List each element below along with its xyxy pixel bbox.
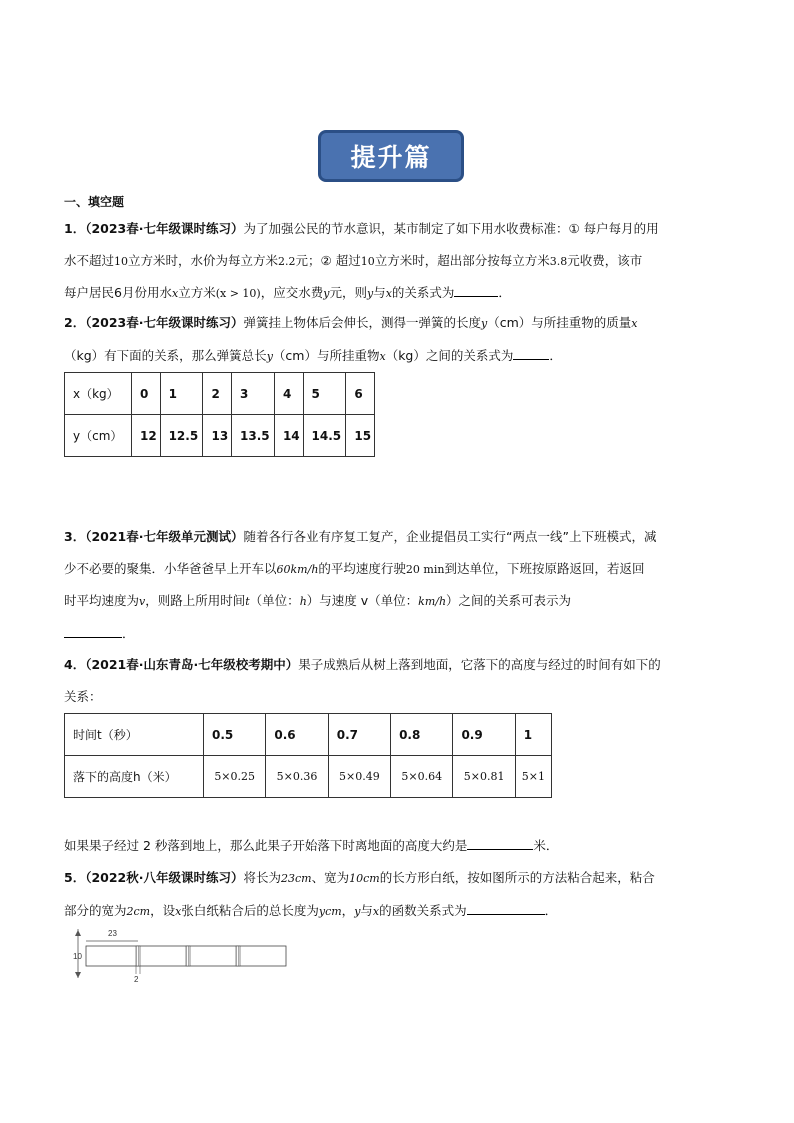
q4-text: 关系：: [64, 688, 102, 704]
q5-length: 23cm: [281, 872, 312, 885]
table-cell: 14.5: [303, 415, 346, 457]
spring-table: [64, 372, 375, 457]
q3-text: 时平均速度为: [64, 593, 140, 608]
q1-text: 元收费，该市: [567, 252, 643, 268]
q5-text: 部分的宽为: [64, 902, 127, 918]
q1-end: ．: [498, 285, 511, 300]
table-cell: 5×0.36: [266, 756, 328, 798]
q5-variable: ycm: [318, 904, 342, 918]
q3-source: （2021春·七年级单元测试）: [85, 529, 244, 544]
q3-text: ）与速度 v（单位：: [306, 593, 419, 608]
table-cell: 5×0.81: [453, 756, 515, 798]
q5-text: ，设: [150, 902, 176, 918]
q1-condition: (x > 10): [215, 287, 261, 300]
q3-variable: v: [139, 595, 146, 608]
q2-variable: x: [631, 317, 638, 330]
q5-source: （2022秋·八年级课时练习）: [85, 870, 244, 885]
q1-number-value: 2.2: [278, 254, 296, 268]
q4-number: 4．: [64, 657, 86, 672]
q3-unit: km/h: [418, 595, 447, 608]
q5-text: ，: [341, 902, 355, 918]
question-4-follow: [64, 830, 724, 862]
q1-text: 立方米: [178, 285, 216, 300]
q4-source: （2021春·山东青岛·七年级校考期中）: [85, 657, 299, 672]
q1-text: 元；② 超过: [295, 252, 361, 268]
q2-text: 弹簧挂上物体后会伸长，测得一弹簧的长度: [243, 315, 482, 330]
glue-area: [136, 946, 140, 966]
q1-text: 元，则: [329, 285, 367, 300]
q5-text: 的长方形白纸，按如图所示的方法粘合起来，粘合: [379, 870, 655, 885]
q1-variable: y: [323, 287, 330, 300]
q3-text: 到达单位，下班按原路返回，若返回: [444, 560, 645, 576]
table-cell: 3: [232, 373, 275, 415]
table-cell: 1: [160, 373, 203, 415]
q3-number: 3．: [64, 529, 86, 544]
q1-variable: y: [366, 287, 374, 300]
q2-variable: y: [481, 317, 488, 330]
table-header-cell: x（kg）: [65, 373, 132, 415]
q3-answer-blank[interactable]: [64, 625, 122, 638]
q1-answer-blank[interactable]: [454, 284, 498, 297]
q2-text: （kg）有下面的关系，那么弹簧总长: [64, 347, 267, 363]
table-header-cell: 落下的高度h（米）: [65, 756, 204, 798]
q5-text: 将长为: [243, 870, 282, 885]
table-cell: 5×0.64: [391, 756, 453, 798]
question-1: [64, 213, 724, 310]
length-label: 23: [108, 929, 117, 938]
q5-variable: y: [354, 904, 361, 918]
q1-source: （2023春·七年级课时练习）: [85, 221, 244, 236]
q2-variable: y: [266, 349, 273, 363]
q3-end: ．: [122, 625, 135, 641]
q1-text: 与: [373, 285, 386, 300]
q5-text: 张白纸粘合后的总长度为: [181, 902, 319, 918]
table-cell: 14: [274, 415, 303, 457]
arrow-icon: [75, 930, 81, 936]
q5-text: 与: [360, 902, 373, 918]
glue-area: [236, 946, 240, 966]
q5-text: 的函数关系式为: [379, 902, 467, 918]
q1-text: ，应交水费: [260, 285, 324, 300]
q2-number: 2．: [64, 315, 86, 330]
height-label: 10: [73, 952, 82, 961]
glue-label: 2: [134, 975, 139, 984]
q4-text: 如果果子经过 2 秒落到地上，那么此果子开始落下时离地面的高度大约是: [64, 838, 468, 853]
table-cell: 0.6: [266, 714, 328, 756]
q5-glue-width: 2cm: [126, 904, 151, 918]
q3-variable: t: [245, 595, 250, 608]
table-cell: 6: [346, 373, 375, 415]
q1-text: 为了加强公民的节水意识，某市制定了如下用水收费标准：① 每户每月的用: [243, 221, 659, 236]
question-3: [64, 521, 724, 649]
q2-text: （cm）与所挂重物的质量: [487, 315, 632, 330]
q1-number-value: 10: [114, 254, 129, 268]
title-badge: [318, 130, 464, 182]
table-cell: 0.8: [391, 714, 453, 756]
table-cell: 2: [203, 373, 232, 415]
q5-text: 、宽为: [311, 870, 350, 885]
fall-table: [64, 713, 552, 798]
table-cell: 5×0.49: [328, 756, 390, 798]
q5-variable: x: [372, 904, 380, 918]
table-row: [65, 756, 552, 798]
section-heading: 一、填空题: [64, 195, 125, 209]
table-cell: 12: [132, 415, 161, 457]
q4-text: 果子成熟后从树上落到地面，它落下的高度与经过的时间有如下的: [298, 657, 661, 672]
table-row: [65, 714, 552, 756]
table-cell: 5×0.25: [204, 756, 266, 798]
table-cell: 15: [346, 415, 375, 457]
q4-end: 米．: [533, 838, 559, 853]
table-header-cell: y（cm）: [65, 415, 132, 457]
q2-source: （2023春·七年级课时练习）: [85, 315, 244, 330]
q1-text: 立方米时，水价为每立方米: [128, 252, 279, 268]
table-cell: 0.9: [453, 714, 515, 756]
q4-answer-blank[interactable]: [467, 837, 533, 850]
table-cell: 1: [515, 714, 551, 756]
q2-answer-blank[interactable]: [513, 347, 549, 360]
q1-text: 立方米时，超出部分按每立方米: [374, 252, 550, 268]
q3-text: 的平均速度行驶: [318, 560, 406, 576]
q5-number: 5．: [64, 870, 86, 885]
table-row: [65, 373, 375, 415]
q3-text: （单位：: [249, 593, 300, 608]
table-cell: 0.7: [328, 714, 390, 756]
question-4: [64, 649, 724, 712]
q3-text: 少不必要的聚集．小华爸爸早上开车以: [64, 560, 277, 576]
q2-variable: x: [379, 349, 386, 363]
q5-answer-blank[interactable]: [467, 902, 545, 915]
table-cell: 13: [203, 415, 232, 457]
q1-text: 的关系式为: [391, 285, 455, 300]
arrow-icon: [75, 972, 81, 978]
q1-variable: x: [171, 287, 179, 300]
table-cell: 4: [274, 373, 303, 415]
q1-text: 每户居民6月份用水: [64, 285, 172, 300]
glue-area: [186, 946, 190, 966]
table-cell: 12.5: [160, 415, 203, 457]
q1-variable: x: [385, 287, 392, 300]
table-cell: 0: [132, 373, 161, 415]
q5-end: ．: [544, 902, 558, 918]
q5-width: 10cm: [349, 872, 380, 885]
table-header-cell: 时间t（秒）: [65, 714, 204, 756]
q2-text: （kg）之间的关系式为: [385, 347, 514, 363]
q3-text: 随着各行各业有序复工复产，企业提倡员工实行“两点一线”上下班模式，减: [243, 529, 657, 544]
table-cell: 5: [303, 373, 346, 415]
question-5: [64, 862, 724, 927]
question-2: [64, 307, 724, 372]
q2-end: ．: [549, 347, 562, 363]
table-cell: 13.5: [232, 415, 275, 457]
q1-number-value: 3.8: [549, 254, 568, 268]
q1-text: 水不超过: [64, 252, 115, 268]
q3-time: 20 min: [405, 562, 445, 576]
paper-strip-figure: [70, 924, 292, 984]
q1-number-value: 10: [360, 254, 375, 268]
q1-number: 1．: [64, 221, 86, 236]
q3-text: ，则路上所用时间: [145, 593, 246, 608]
table-row: [65, 415, 375, 457]
q2-text: （cm）与所挂重物: [272, 347, 380, 363]
table-cell: 5×1: [515, 756, 551, 798]
q3-text: ）之间的关系可表示为: [446, 593, 572, 608]
page-title: 提升篇: [350, 143, 432, 172]
q3-speed: 60km/h: [276, 562, 319, 576]
q3-unit: h: [299, 595, 307, 608]
q5-variable: x: [175, 904, 182, 918]
table-cell: 0.5: [204, 714, 266, 756]
